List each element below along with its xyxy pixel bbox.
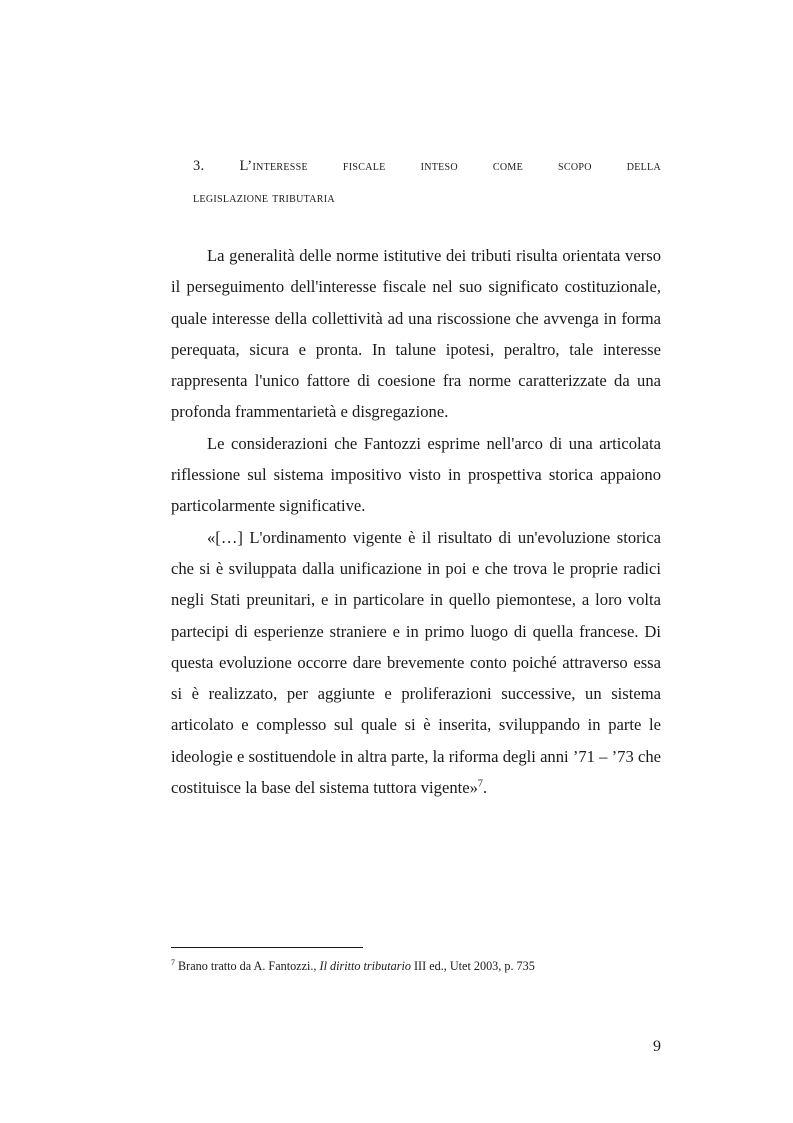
paragraph-quote: [171, 522, 661, 804]
section-title-line-2: legislazione tributaria: [193, 190, 335, 206]
page-number: 9: [653, 1038, 661, 1055]
section-title-line-1: L’interesse fiscale inteso come scopo della: [239, 158, 661, 174]
paragraph-2: Le considerazioni che Fantozzi esprime nell'arco di una articolata riflessione sul sistema impositivo visto in prospettiva storica appaiono particolarmente significative.: [171, 433, 661, 516]
quote-end: .: [482, 778, 488, 798]
paragraph-1: La generalità delle norme istitutive dei tributi risulta orientata verso il perseguimento dell'interesse fiscale nel suo significato costituzionale, quale interesse della collettività ad una riscossione che avvenga in forma perequata, sicura e pronta. In talune ipotesi, peraltro, tale interesse rappresenta l'unico fattore di coesione fra norme caratterizzate da una profonda frammentarietà e disgregazione.: [171, 246, 661, 422]
footnote-7: [171, 958, 661, 974]
footnote-book-title: Il diritto tributario: [319, 959, 411, 973]
footnote-reference-7[interactable]: 7: [477, 778, 483, 790]
quote-text: «[…] L'ordinamento vigente è il risultato di un'evoluzione storica che si è sviluppata dalla unificazione in poi e che trova le proprie radici negli Stati preunitari, e in particolare in quello piemontese, a loro volta partecipi di esperienze straniere e in primo luogo di quella francese. Di questa evoluzione occorre dare brevemente conto poiché attraverso essa si è realizzato, per aggiunte e proliferazioni successive, un sistema articolato e complesso sul quale si è inserita, sviluppando in parte le ideologie e sostituendole in altra parte, la riforma degli anni ’71 – ’73 che costituisce la base del sistema tuttora vigente»: [171, 527, 661, 798]
section-heading: [193, 150, 661, 214]
footnote-text-before: Brano tratto da A. Fantozzi.,: [178, 959, 317, 973]
footnote-mark: 7: [171, 957, 175, 967]
body-text: [171, 240, 661, 803]
footnote-separator: [171, 947, 363, 948]
section-heading-line-1: [193, 150, 661, 182]
section-number: 3.: [193, 158, 205, 174]
footnote-text-after: III ed., Utet 2003, p. 735: [414, 959, 535, 973]
